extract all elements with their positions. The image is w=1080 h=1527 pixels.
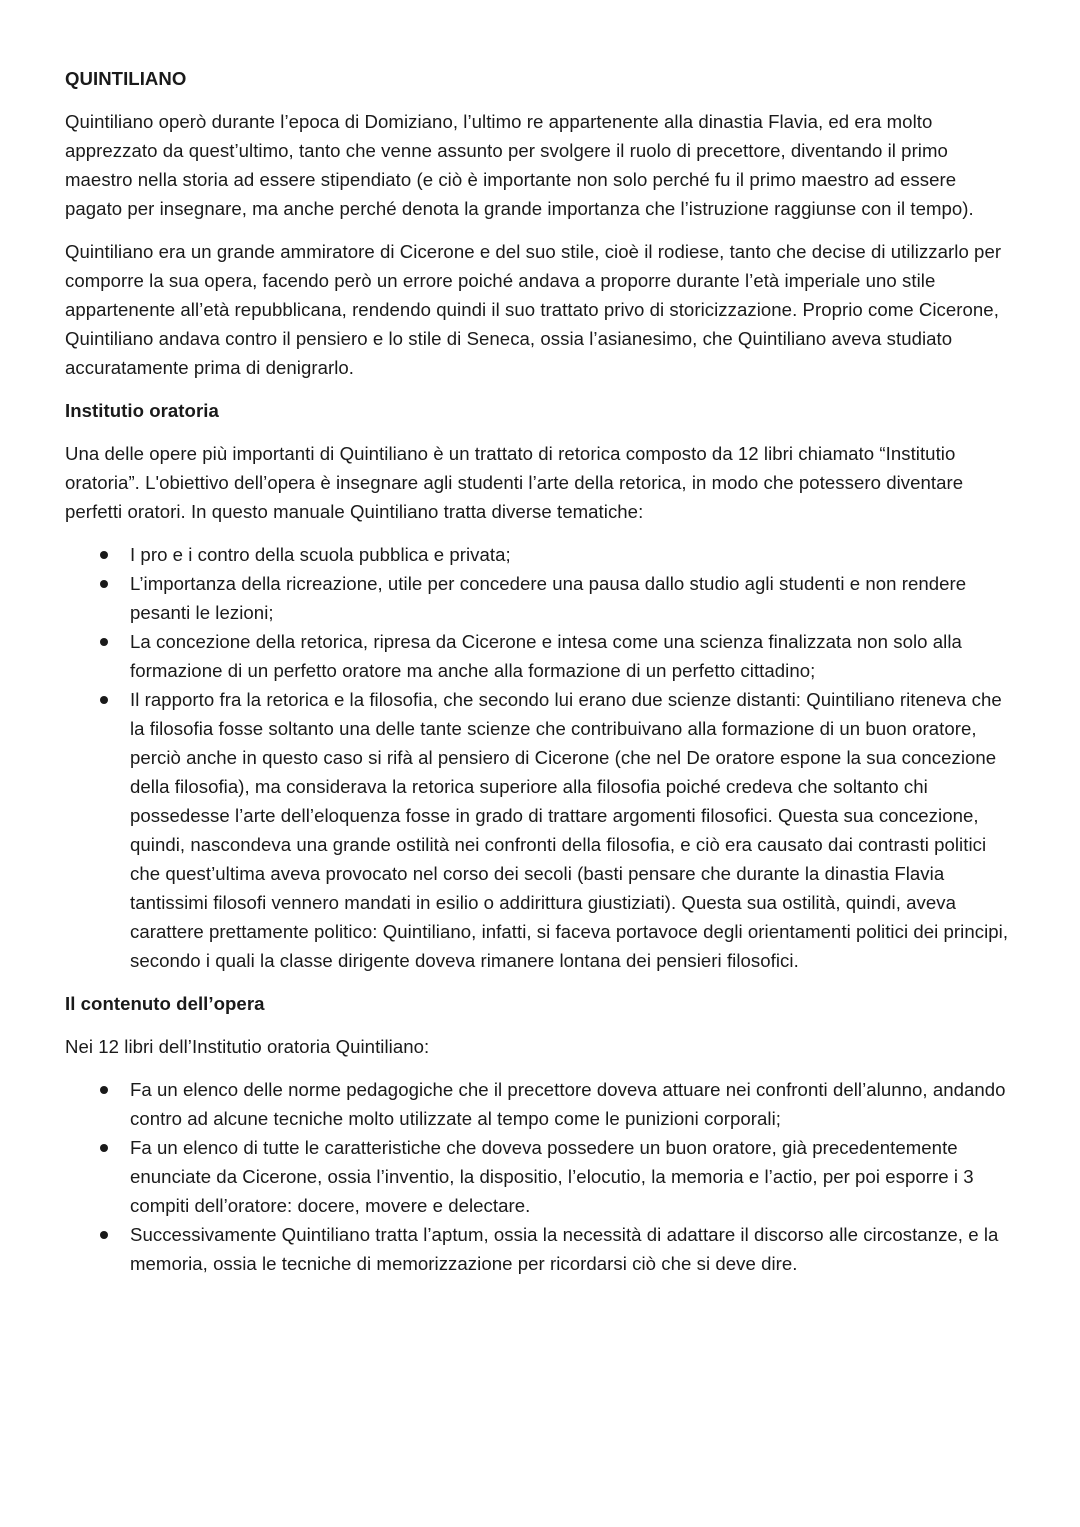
intro-paragraph-2: Quintiliano era un grande ammiratore di Cicerone e del suo stile, cioè il rodiese, tanto che decise di utilizzarlo per comporre la sua opera, facendo però un errore poiché andava a proporre durante l’età imperiale uno stile appartenente all’età repubblicana, rendendo quindi il suo trattato privo di storicizzazione. Proprio come Cicerone, Quintiliano andava contro il pensiero e lo stile di Seneca, ossia l’asianesimo, che Quintiliano aveva studiato accuratamente prima di denigrarlo. (65, 241, 1002, 378)
document-page (65, 64, 1015, 1292)
section-paragraph-contenuto: Nei 12 libri dell’Institutio oratoria Quintiliano: (65, 1036, 430, 1057)
intro-paragraph-1: Quintiliano operò durante l’epoca di Domiziano, l’ultimo re appartenente alla dinastia Flavia, ed era molto apprezzato da quest’ultimo, tanto che venne assunto per svolgere il ruolo di precettore, diventando il primo maestro nella storia ad essere stipendiato (e ciò è importante non solo perché fu il primo maestro ad essere pagato per insegnare, ma anche perché denota la grande importanza che l’istruzione raggiunse con il tempo). (65, 111, 974, 219)
list-item: L’importanza della ricreazione, utile per concedere una pausa dallo studio agli studenti e non rendere pesanti le lezioni; (65, 569, 1015, 627)
section-heading-institutio: Institutio oratoria (65, 400, 219, 421)
list-item: Il rapporto fra la retorica e la filosofia, che secondo lui erano due scienze distanti: Quintiliano riteneva che la filosofia fosse soltanto una delle tante scienze che contribuivano alla formazione di un buon oratore, perciò anche in questo caso si rifà al pensiero di Cicerone (che nel De oratore espone la sua concezione della filosofia), ma considerava la retorica superiore alla filosofia poiché credeva che soltanto chi possedesse l’arte dell’eloquenza fosse in grado di trattare argomenti filosofici. Questa sua concezione, quindi, nascondeva una grande ostilità nei confronti della filosofia, e ciò era causato dai contrasti politici che quest’ultima aveva provocato nel corso dei secoli (basti pensare che durante la dinastia Flavia tantissimi filosofi vennero mandati in esilio o addirittura giustiziati). Questa sua ostilità, quindi, aveva carattere prettamente politico: Quintiliano, infatti, si faceva portavoce degli orientamenti politici dei principi, secondo i quali la classe dirigente doveva rimanere lontana dei pensieri filosofici. (65, 685, 1015, 975)
section-heading-contenuto: Il contenuto dell’opera (65, 993, 265, 1014)
bullet-list-contents (65, 1075, 1015, 1278)
section-paragraph-institutio: Una delle opere più importanti di Quintiliano è un trattato di retorica composto da 12 libri chiamato “Institutio oratoria”. L'obiettivo dell’opera è insegnare agli studenti l’arte della retorica, in modo che potessero diventare perfetti oratori. In questo manuale Quintiliano tratta diverse tematiche: (65, 443, 964, 522)
document-title: QUINTILIANO (65, 68, 187, 89)
list-item: Fa un elenco delle norme pedagogiche che il precettore doveva attuare nei confronti dell’alunno, andando contro ad alcune tecniche molto utilizzate al tempo come le punizioni corporali; (65, 1075, 1015, 1133)
bullet-list-topics (65, 540, 1015, 975)
list-item: Fa un elenco di tutte le caratteristiche che doveva possedere un buon oratore, già precedentemente enunciate da Cicerone, ossia l’inventio, la dispositio, l’elocutio, la memoria e l’actio, per poi esporre i 3 compiti dell’oratore: docere, movere e delectare. (65, 1133, 1015, 1220)
list-item: I pro e i contro della scuola pubblica e privata; (65, 540, 1015, 569)
list-item: La concezione della retorica, ripresa da Cicerone e intesa come una scienza finalizzata non solo alla formazione di un perfetto oratore ma anche alla formazione di un perfetto cittadino; (65, 627, 1015, 685)
list-item: Successivamente Quintiliano tratta l’aptum, ossia la necessità di adattare il discorso alle circostanze, e la memoria, ossia le tecniche di memorizzazione per ricordarsi ciò che si deve dire. (65, 1220, 1015, 1278)
